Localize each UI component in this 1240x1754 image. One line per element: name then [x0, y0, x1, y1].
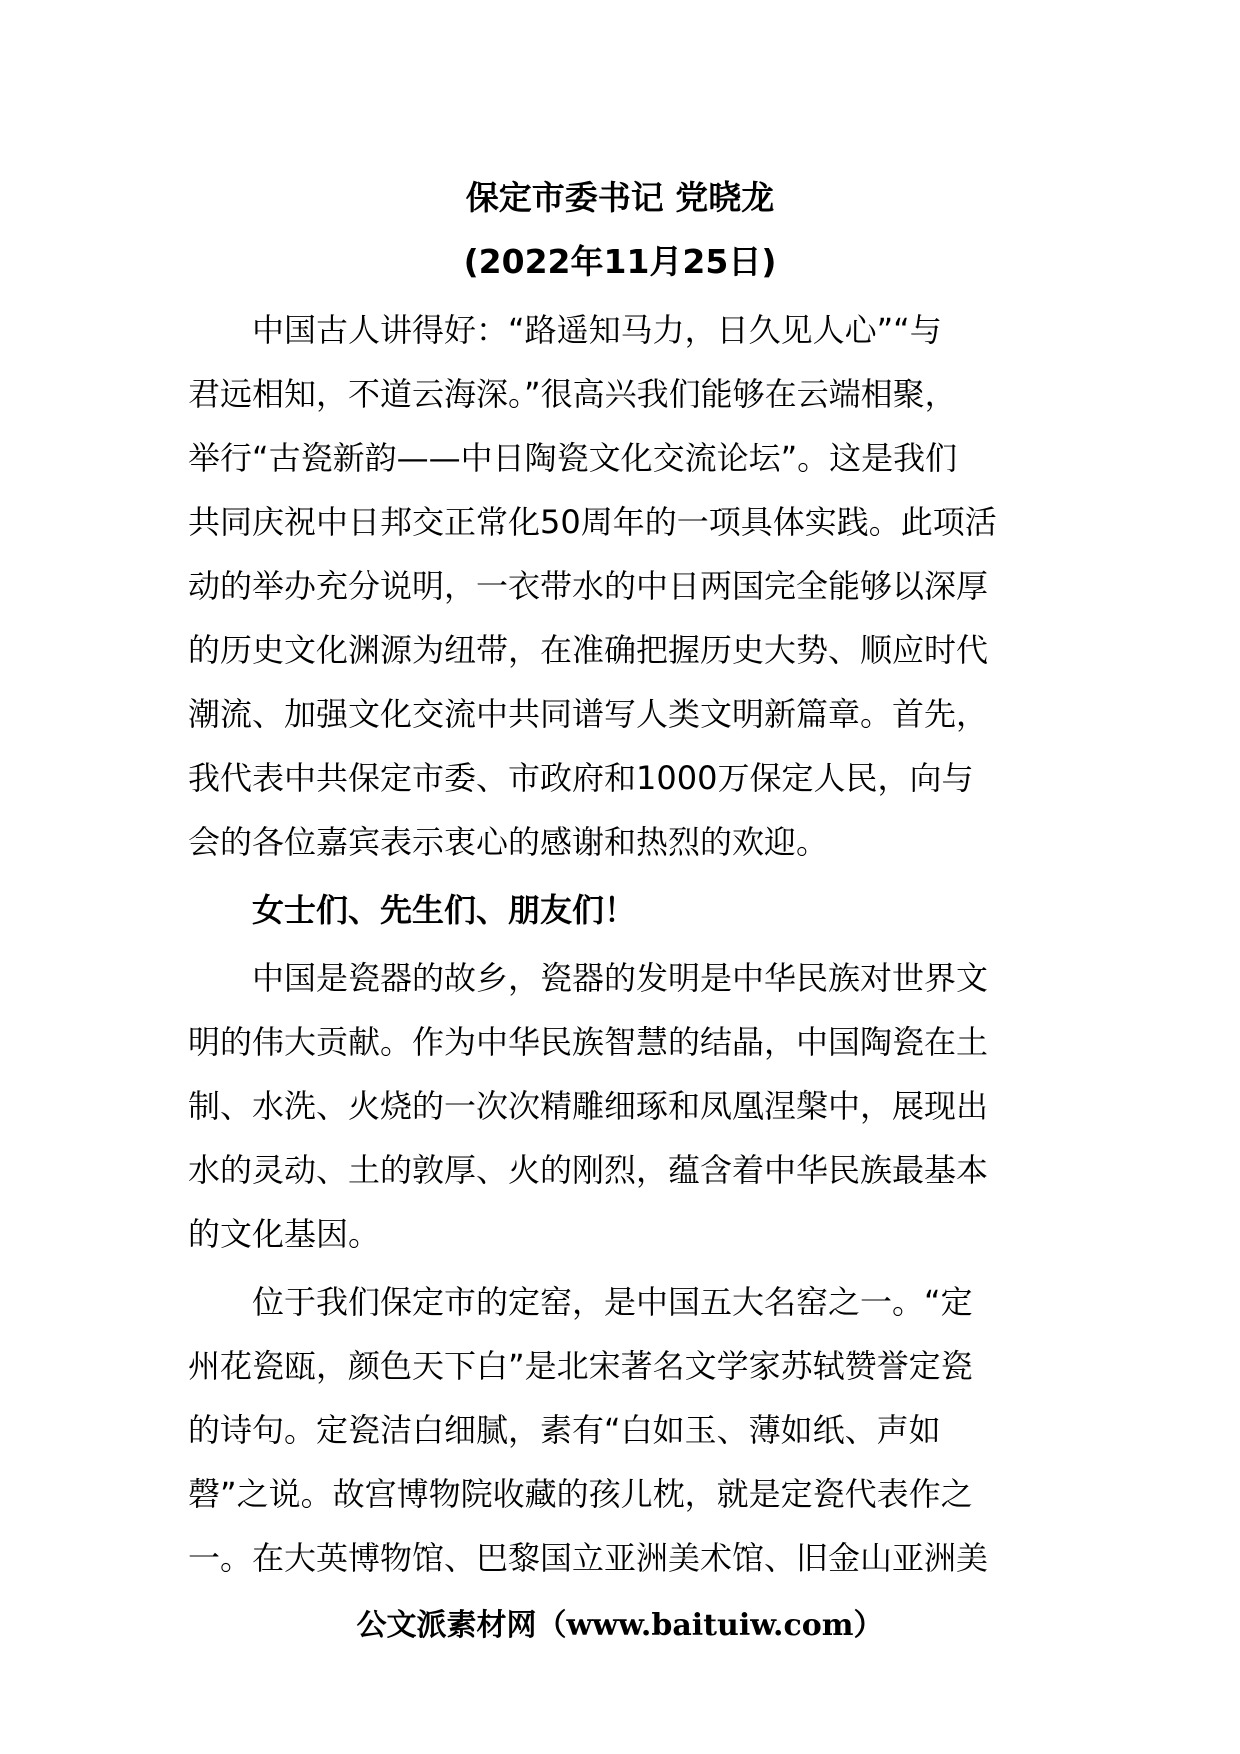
text-line: 磬”之说。故宫博物院收藏的孩儿枕，就是定瓷代表作之: [188, 1475, 973, 1513]
text-line: 的文化基因。: [188, 1215, 381, 1253]
text-line: 制、水洗、火烧的一次次精雕细琢和凤凰涅槃中，展现出: [188, 1087, 989, 1125]
source-watermark: 公文派素材网（www.baituiw.com）: [356, 1608, 884, 1643]
text-line: 明的伟大贡献。作为中华民族智慧的结晶，中国陶瓷在土: [188, 1023, 989, 1061]
speech-title: 保定市委书记 党晓龙: [465, 178, 775, 217]
text-line: 水的灵动、土的敦厚、火的刚烈，蕴含着中华民族最基本: [188, 1151, 989, 1189]
text-line: 州花瓷瓯，颜色天下白”是北宋著名文学家苏轼赞誉定瓷: [188, 1347, 973, 1385]
text-line: 中国是瓷器的故乡，瓷器的发明是中华民族对世界文: [252, 959, 989, 997]
text-line: 中国古人讲得好：“路遥知马力，日久见人心”“与: [252, 311, 942, 349]
text-line: 一。在大英博物馆、巴黎国立亚洲美术馆、旧金山亚洲美: [188, 1539, 989, 1577]
text-line: 君远相知，不道云海深。”很高兴我们能够在云端相聚，: [188, 375, 957, 413]
text-line: 举行“古瓷新韵——中日陶瓷文化交流论坛”。这是我们: [188, 439, 958, 477]
text-line: 的诗句。定瓷洁白细腻，素有“白如玉、薄如纸、声如: [188, 1411, 941, 1449]
text-line: 的历史文化渊源为纽带，在准确把握历史大势、顺应时代: [188, 631, 989, 669]
text-line: 会的各位嘉宾表示衷心的感谢和热烈的欢迎。: [188, 823, 829, 861]
salutation-heading: 女士们、先生们、朋友们！: [252, 891, 637, 929]
text-line: 位于我们保定市的定窑，是中国五大名窑之一。“定: [252, 1283, 973, 1321]
text-line: 共同庆祝中日邦交正常化50周年的一项具体实践。此项活: [188, 503, 997, 541]
text-line: 我代表中共保定市委、市政府和1000万保定人民，向与: [188, 759, 974, 797]
text-line: 动的举办充分说明，一衣带水的中日两国完全能够以深厚: [188, 567, 989, 605]
text-line: 潮流、加强文化交流中共同谱写人类文明新篇章。首先，: [188, 695, 989, 733]
speech-date: (2022年11月25日): [463, 242, 777, 281]
